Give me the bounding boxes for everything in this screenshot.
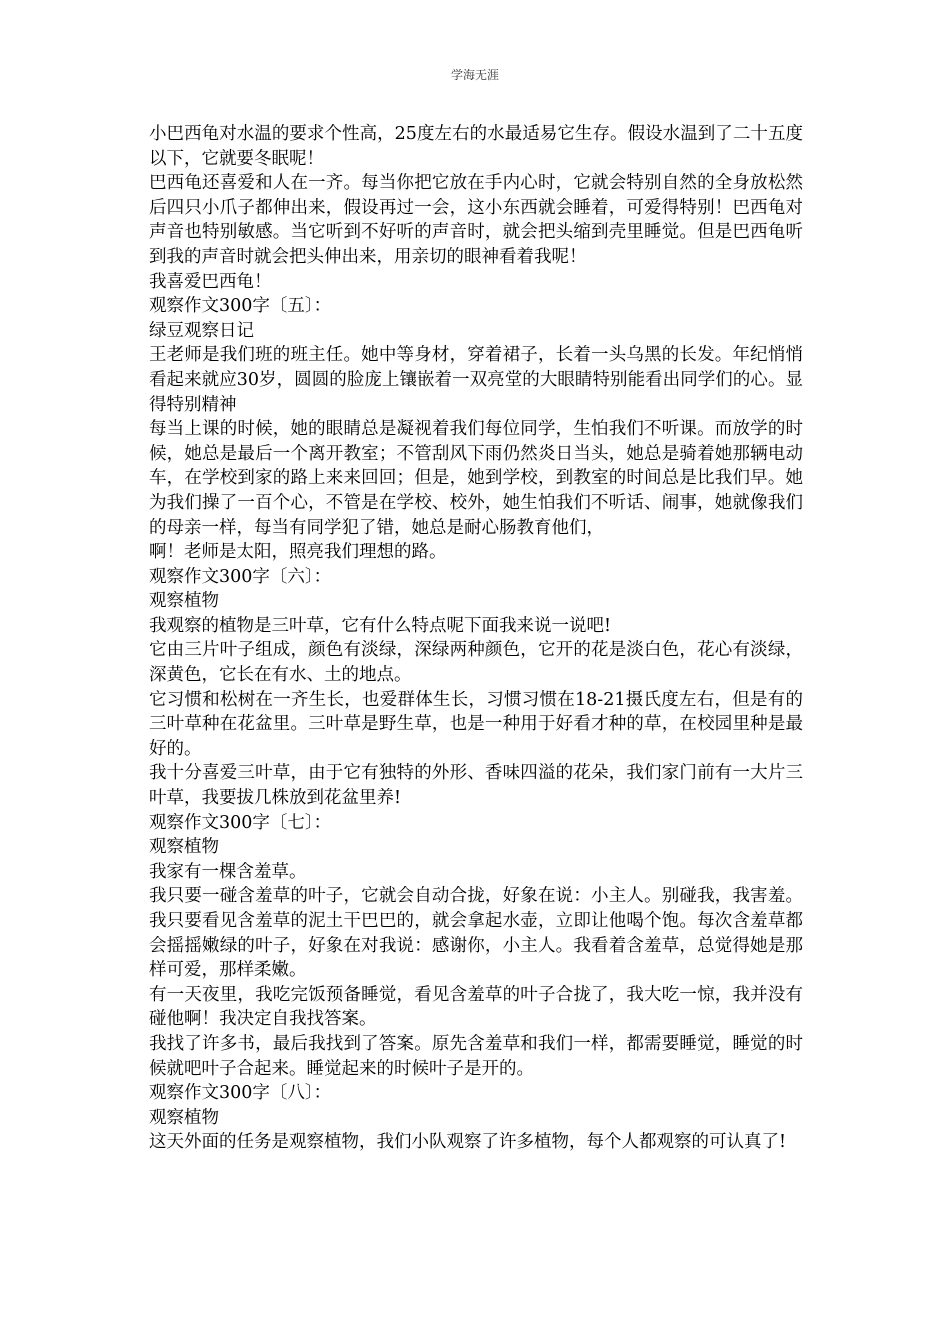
section-heading: 观察作文300字〔五〕： [149,296,332,317]
paragraph: 每当上课的时候，她的眼睛总是凝视着我们每位同学，生怕我们不听课。而放学的时候，她总是最后一个离开教室；不管刮风下雨仍然炎日当头，她总是骑着她那辆电动车，在学校到家的路上来来回回；但是，她到学校，到教室的时间总是比我们早。她为我们操了一百个心，不管是在学校、校外，她生怕我们不听话、闹事，她就像我们的母亲一样，每当有同学犯了错，她总是耐心肠教育他们， [149,419,803,538]
paragraph: 王老师是我们班的班主任。她中等身材，穿着裙子，长着一头乌黑的长发。年纪悄悄看起来就应30岁，圆圆的脸庞上镶嵌着一双亮堂的大眼睛特别能看出同学们的心。显得特别精神 [149,345,803,415]
paragraph: 它由三片叶子组成，颜色有淡绿，深绿两种颜色，它开的花是淡白色，花心有淡绿，深黄色，它长在有水、土的地点。 [149,640,803,686]
paragraph: 我观察的植物是三叶草，它有什么特点呢下面我来说一说吧! [149,615,612,636]
paragraph: 我十分喜爱三叶草，由于它有独特的外形、香味四溢的花朵，我们家门前有一大片三叶草，我要拔几株放到花盆里养! [149,763,803,809]
paragraph: 巴西龟还喜爱和人在一齐。每当你把它放在手内心时，它就会特别自然的全身放松然后四只小爪子都伸出来，假设再过一会，这小东西就会睡着，可爱得特别！巴西龟对声音也特别敏感。当它听到不好听的声音时，就会把头缩到壳里睡觉。但是巴西龟听到我的声音时就会把头伸出来，用亲切的眼神看着我呢！ [149,173,803,267]
page-header: 学海无涯 [450,68,499,82]
section-title: 绿豆观察日记 [149,320,254,341]
section-heading: 观察作文300字〔七〕： [149,812,332,833]
document-body [149,122,803,1155]
paragraph: 我家有一棵含羞草。 [149,861,307,882]
section-title: 观察植物 [149,837,219,858]
paragraph: 它习惯和松树在一齐生长，也爱群体生长，习惯习惯在18-21摄氏度左右，但是有的三叶草种在花盆里。三叶草是野生草，也是一种用于好看才种的草，在校园里种是最好的。 [149,689,803,759]
paragraph: 我喜爱巴西龟！ [149,271,272,292]
section-heading: 观察作文300字〔八〕： [149,1083,332,1104]
paragraph: 啊！老师是太阳，照亮我们理想的路。 [149,542,447,563]
paragraph: 有一天夜里，我吃完饭预备睡觉，看见含羞草的叶子合拢了，我大吃一惊，我并没有碰他啊！我决定自我找答案。 [149,984,803,1030]
paragraph: 小巴西龟对水温的要求个性高，25度左右的水最适易它生存。假设水温到了二十五度以下，它就要冬眠呢！ [149,124,803,169]
section-title: 观察植物 [149,1107,219,1128]
paragraph: 我只要一碰含羞草的叶子，它就会自动合拢，好象在说：小主人。别碰我，我害羞。我只要看见含羞草的泥土干巴巴的，就会拿起水壶，立即让他喝个饱。每次含羞草都会摇摇嫩绿的叶子，好象在对我说：感谢你，小主人。我看着含羞草，总觉得她是那样可爱，那样柔嫩。 [149,886,803,981]
section-heading: 观察作文300字〔六〕： [149,566,332,587]
paragraph: 这天外面的任务是观察植物，我们小队观察了许多植物，每个人都观察的可认真了! [149,1132,787,1153]
section-title: 观察植物 [149,591,219,612]
paragraph: 我找了许多书，最后我找到了答案。原先含羞草和我们一样，都需要睡觉，睡觉的时候就吧叶子合起来。睡觉起来的时候叶子是开的。 [149,1033,803,1079]
